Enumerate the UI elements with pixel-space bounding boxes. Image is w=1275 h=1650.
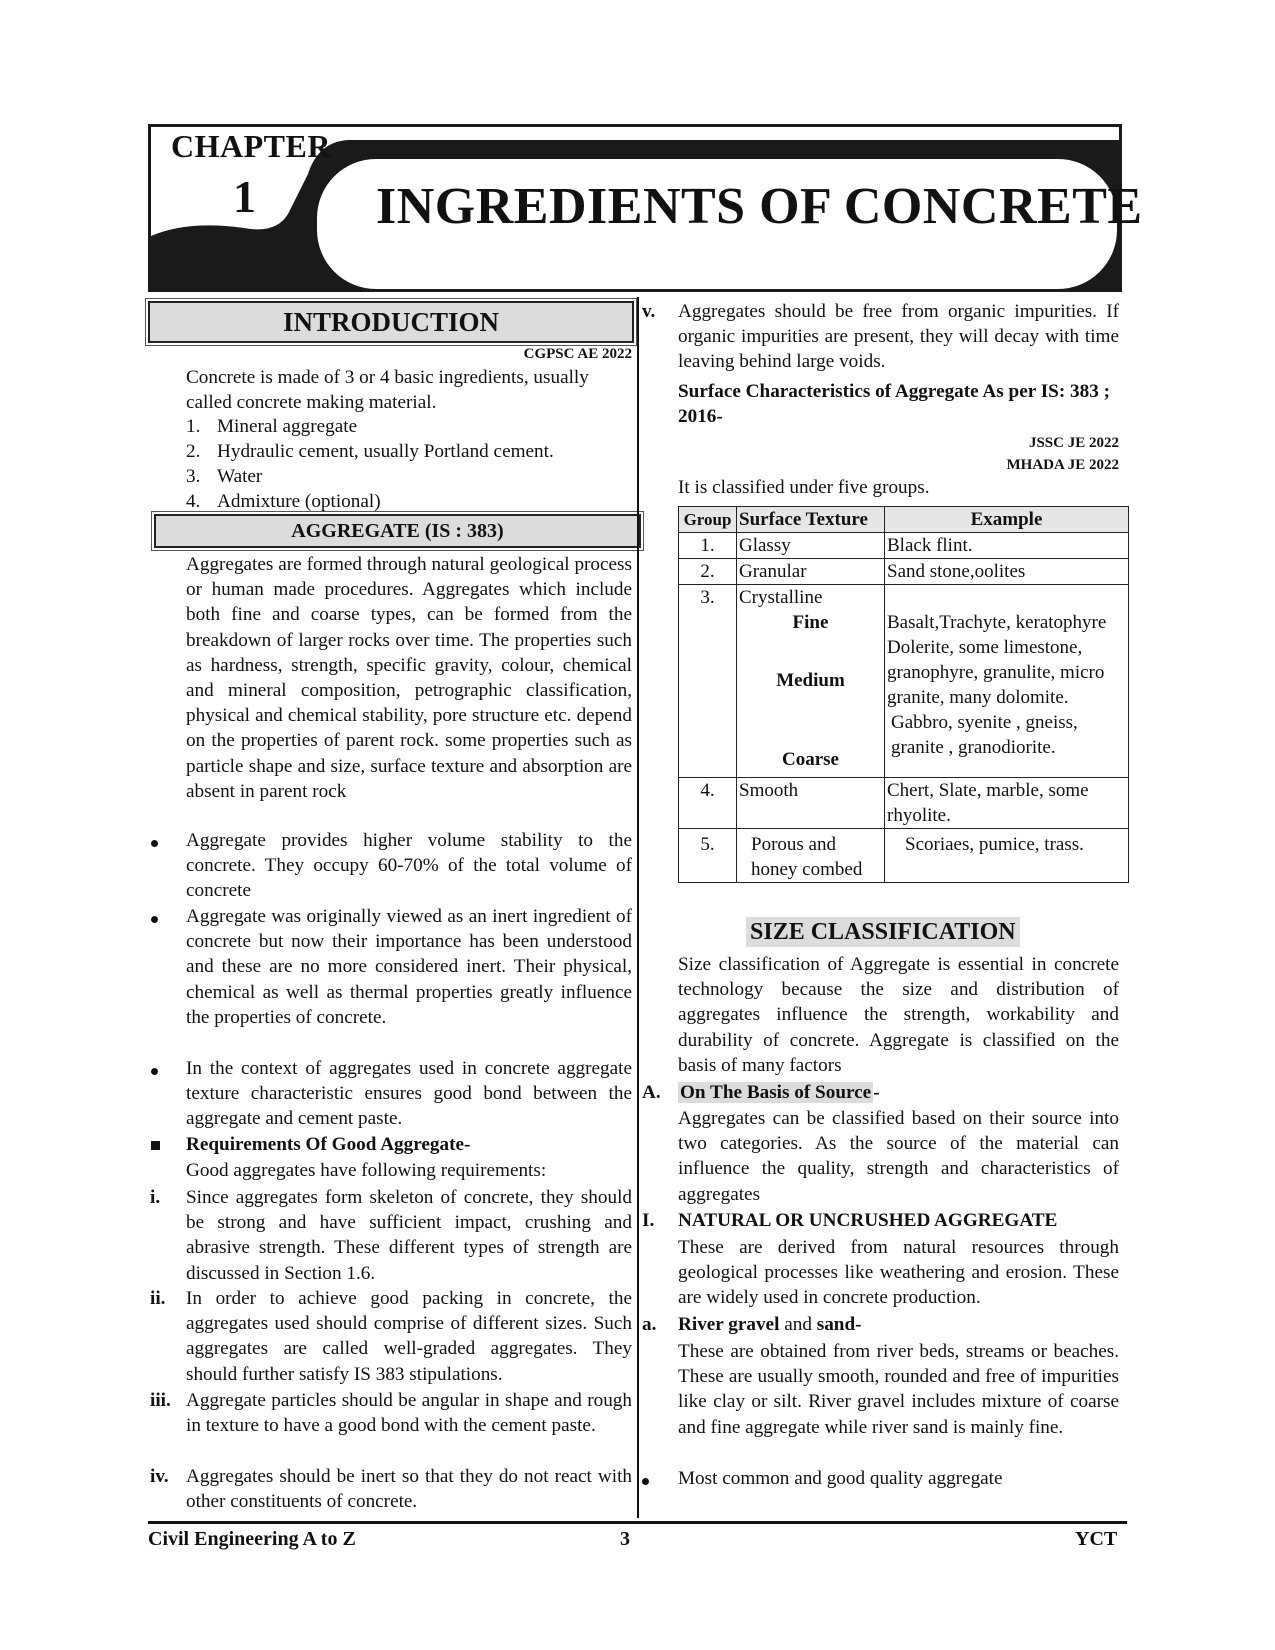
table-header-row [679, 507, 1129, 533]
aggregate-heading-box [154, 514, 641, 548]
introduction-heading: INTRODUCTION [282, 307, 500, 337]
list-item: Water [217, 466, 263, 487]
list-marker: ii. [150, 1288, 166, 1309]
requirement-text: In order to achieve good packing in concrete, the aggregates used should comprise of different sizes. Such aggregates are called well-graded aggregates. They should further satisfy IS 383 stipulations. [186, 1288, 632, 1385]
column-divider [637, 297, 639, 1518]
bullet-text: In the context of aggregates used in concrete aggregate texture characteristic ensures good bond between the aggregate and cement paste. [186, 1058, 632, 1130]
footer-book-title: Civil Engineering A to Z [148, 1528, 356, 1550]
table-cell-text: Crystalline [739, 587, 823, 608]
table-cell-text: Gabbro, syenite , gneiss, granite , granodiorite. [891, 712, 1078, 758]
introduction-heading-box [148, 301, 634, 343]
list-marker: a. [642, 1314, 657, 1335]
table-cell: Chert, Slate, marble, some rhyolite. [885, 778, 1129, 829]
surface-texture-table [678, 506, 1129, 883]
table-cell: 1. [679, 533, 737, 559]
list-number: 1. [186, 416, 201, 437]
table-cell-text: Dolerite, some limestone, granophyre, granulite, micro granite, many dolomite. [887, 637, 1105, 708]
table-row [679, 829, 1129, 883]
surface-intro: It is classified under five groups. [678, 477, 930, 498]
sub-texture-label: Fine [792, 612, 829, 633]
river-text: These are obtained from river beds, streams or beaches. These are usually smooth, rounded and free of impurities like clay or silt. River gravel includes mixture of coarse and fine aggregate while river sand is mainly fine. [678, 1341, 1119, 1438]
bullet-text: Aggregate provides higher volume stability to the concrete. They occupy 60-70% of the total volume of concrete [186, 830, 632, 902]
table-cell [885, 585, 1129, 778]
list-marker: i. [150, 1187, 161, 1208]
table-cell: Black flint. [885, 533, 1129, 559]
requirement-text: Aggregates should be free from organic impurities. If organic impurities are present, they will decay with time leaving behind large voids. [678, 301, 1119, 373]
basis-heading-line [678, 1080, 880, 1105]
exam-tag: CGPSC AE 2022 [523, 346, 632, 362]
table-cell: Porous and honey combed [737, 829, 885, 883]
list-item: Mineral aggregate [217, 416, 358, 437]
table-row [679, 533, 1129, 559]
natural-aggregate-text: These are derived from natural resources through geological processes like weathering and erosion. These are widely used in concrete production. [678, 1237, 1119, 1309]
table-cell: Sand stone,oolites [885, 559, 1129, 585]
table-cell: 4. [679, 778, 737, 829]
basis-text: Aggregates can be classified based on their source into two categories. As the source of the material can influence the quality, strength and characteristics of aggregates [678, 1108, 1119, 1205]
square-bullet-icon [151, 1141, 160, 1150]
size-classification-text: Size classification of Aggregate is essential in concrete technology because the size and distribution of aggregates influence the strength, workability and durability of concrete. Aggregate is classified on the basis of many factors [678, 954, 1119, 1076]
table-row [679, 778, 1129, 829]
table-cell: 5. [679, 829, 737, 883]
bullet-icon [151, 1068, 158, 1075]
column-header: Group [679, 507, 737, 533]
bullet-text: Aggregate was originally viewed as an inert ingredient of concrete but now their importance has been understood and these are no more considered inert. Their physical, chemical as well as thermal properties greatly influence the properties of concrete. [186, 906, 632, 1028]
bullet-icon [151, 840, 158, 847]
table-cell: Granular [737, 559, 885, 585]
aggregate-paragraph: Aggregates are formed through natural geological process or human made procedures. Aggregates which include both fine and coarse types, can be formed from the breakdown of larger rocks over time. The properties such as hardness, strength, specific gravity, colour, chemical and mineral composition, petrographic classification, physical and chemical stability, pore structure etc. depend on the properties of parent rock. some properties such as particle shape and size, surface texture and absorption are absent in parent rock [186, 554, 632, 802]
requirement-text: Aggregate particles should be angular in shape and rough in texture to have a good bond with the cement paste. [186, 1390, 632, 1437]
surface-heading: Surface Characteristics of Aggregate As per IS: 383 ; 2016- [678, 381, 1110, 428]
footer-publisher: YCT [1075, 1528, 1118, 1550]
basis-heading-dash: - [873, 1082, 880, 1103]
list-item: Hydraulic cement, usually Portland cement. [217, 441, 554, 462]
table-cell: Scoriaes, pumice, trass. [885, 829, 1129, 883]
list-marker: iii. [150, 1390, 171, 1411]
sub-texture-label: Coarse [782, 749, 839, 770]
spacer [885, 585, 1128, 610]
list-marker: A. [642, 1082, 661, 1103]
list-marker: iv. [150, 1466, 169, 1487]
natural-aggregate-heading: NATURAL OR UNCRUSHED AGGREGATE [678, 1210, 1058, 1231]
list-marker: I. [642, 1210, 655, 1231]
table-cell: Glassy [737, 533, 885, 559]
chapter-label: CHAPTER [171, 128, 331, 164]
table-cell-text: Basalt,Trachyte, keratophyre [887, 612, 1107, 633]
sand-heading: sand- [816, 1314, 862, 1335]
list-marker: v. [642, 301, 656, 322]
table-cell [737, 585, 885, 778]
list-number: 2. [186, 441, 201, 462]
exam-tag: JSSC JE 2022 [1028, 435, 1119, 451]
column-header: Surface Texture [737, 507, 885, 533]
river-heading: River gravel [678, 1314, 780, 1335]
requirements-heading: Requirements Of Good Aggregate- [186, 1134, 471, 1155]
column-header: Example [885, 507, 1129, 533]
exam-tag: MHADA JE 2022 [1006, 457, 1119, 473]
bullet-text: Most common and good quality aggregate [678, 1468, 1003, 1489]
basis-heading: On The Basis of Source [680, 1082, 872, 1103]
requirement-text: Aggregates should be inert so that they do not react with other constituents of concrete. [186, 1466, 632, 1513]
river-and: and [779, 1314, 817, 1335]
table-row [679, 559, 1129, 585]
intro-text: Concrete is made of 3 or 4 basic ingredients, usually called concrete making material. [186, 367, 589, 414]
requirements-intro: Good aggregates have following requirements: [186, 1160, 547, 1181]
list-number: 4. [186, 491, 201, 512]
table-cell: 3. [679, 585, 737, 778]
bullet-icon [642, 1478, 649, 1485]
requirement-text: Since aggregates form skeleton of concrete, they should be strong and have sufficient impact, crushing and abrasive strength. These different types of strength are discussed in Section 1.6. [186, 1187, 632, 1284]
list-item: Admixture (optional) [217, 491, 381, 512]
bullet-icon [151, 916, 158, 923]
table-cell: 2. [679, 559, 737, 585]
footer-page-number: 3 [620, 1528, 630, 1550]
aggregate-heading: AGGREGATE (IS : 383) [291, 520, 504, 542]
sub-texture-label: Medium [776, 670, 845, 691]
chapter-title: INGREDIENTS OF CONCRETE [376, 178, 1143, 235]
chapter-number: 1 [233, 171, 256, 222]
table-cell: Smooth [737, 778, 885, 829]
footer-rule [148, 1521, 1127, 1524]
size-classification-heading: SIZE CLASSIFICATION [746, 917, 1020, 947]
list-number: 3. [186, 466, 201, 487]
table-row [679, 585, 1129, 778]
river-heading-line [678, 1312, 862, 1337]
